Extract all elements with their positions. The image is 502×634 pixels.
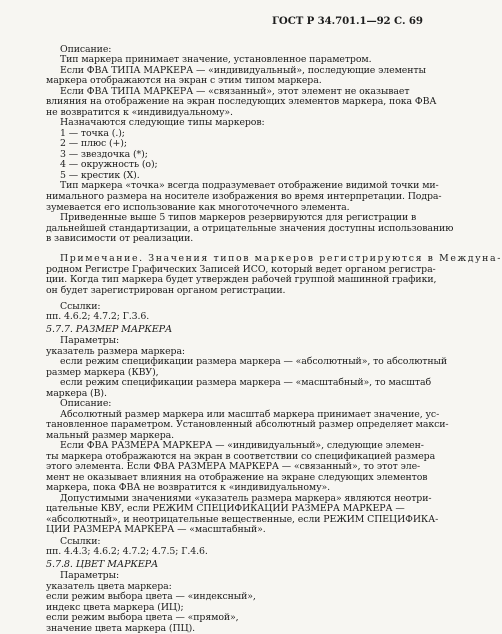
text-line: не возвратится к «индивидуальному». xyxy=(46,107,233,118)
text-line: цательные КВУ, если РЕЖИМ СПЕЦИФИКАЦИИ РАЗМЕРА МАРКЕРА — xyxy=(46,503,405,514)
page-header: ГОСТ Р 34.701.1—92 С. 69 xyxy=(272,15,423,27)
text-line: Тип маркера принимает значение, установленное параметром. xyxy=(60,54,372,65)
text-line: Если ФВА ТИПА МАРКЕРА — «связанный», этот элемент не оказывает xyxy=(60,86,410,97)
text-line: маркера (В). xyxy=(46,388,107,399)
text-line: Тип маркера «точка» всегда подразумевает отображение видимой точки ми- xyxy=(60,180,439,191)
text-line: индекс цвета маркера (ИЦ); xyxy=(46,602,184,613)
text-line: Описание: xyxy=(60,44,112,55)
note-line: Примечание. Значения типов маркеров регистрируются в Междуна- xyxy=(60,253,502,264)
text-line: размер маркера (КВУ), xyxy=(46,367,159,378)
text-line: если режим выбора цвета — «индексный», xyxy=(46,591,256,602)
text-line: в зависимости от реализации. xyxy=(46,233,194,244)
text-line: Описание: xyxy=(60,398,112,409)
text-line: Допустимыми значениями «указатель размера маркера» являются неотри- xyxy=(60,493,432,504)
text-line: Абсолютный размер маркера или масштаб маркера принимает значение, ус- xyxy=(60,409,440,420)
section-heading: 5.7.8. ЦВЕТ МАРКЕРА xyxy=(46,559,159,570)
text-line: 5 — крестик (X). xyxy=(60,170,140,181)
text-line: Параметры: xyxy=(60,335,120,346)
text-line: Ссылки: xyxy=(60,301,101,312)
text-line: нимального размера на носителе изображения во время интерпретации. Подра- xyxy=(46,191,442,202)
text-line: 2 — плюс (+); xyxy=(60,138,127,149)
text-line: Назначаются следующие типы маркеров: xyxy=(60,117,265,128)
text-line: Параметры: xyxy=(60,570,120,581)
text-line: если режим выбора цвета — «прямой», xyxy=(46,612,239,623)
text-line: Приведенные выше 5 типов маркеров резервируются для регистрации в xyxy=(60,212,417,223)
text-line: Если ФВА РАЗМЕРА МАРКЕРА — «индивидуальный», следующие элемен- xyxy=(60,440,424,451)
text-line: ЦИИ РАЗМЕРА МАРКЕРА — «масштабный». xyxy=(46,524,266,535)
text-line: пп. 4.4.3; 4.6.2; 4.7.2; 4.7.5; Г.4.6. xyxy=(46,546,208,557)
text-line: пп. 4.6.2; 4.7.2; Г.3.6. xyxy=(46,311,150,322)
text-line: Если ФВА ТИПА МАРКЕРА — «индивидуальный», последующие элементы xyxy=(60,65,426,76)
text-line: 3 — звездочка (*); xyxy=(60,149,148,160)
text-line: тановленное параметром. Установленный абсолютный размер определяет макси- xyxy=(46,419,449,430)
text-line: 1 — точка (.); xyxy=(60,128,125,139)
text-line: маркера отображаются на экран с этим типом маркера. xyxy=(46,75,322,86)
text-line: ты маркера отображаются на экран в соответствии со спецификацией размера xyxy=(46,451,436,462)
text-line: дальнейшей стандартизации, а отрицательные значения доступны использованию xyxy=(46,223,454,234)
text-line: если режим спецификации размера маркера — «абсолютный», то абсолютный xyxy=(60,356,447,367)
text-line: зумевается его использование как многоточечного элемента. xyxy=(46,202,350,213)
text-line: мент не оказывает влияния на отображение на экране следующих элементов xyxy=(46,472,428,483)
section-heading: 5.7.7. РАЗМЕР МАРКЕРА xyxy=(46,324,173,335)
text-line: Ссылки: xyxy=(60,536,101,547)
text-line: 4 — окружность (о); xyxy=(60,159,158,170)
text-line: мальный размер маркера. xyxy=(46,430,174,441)
text-line: указатель размера маркера: xyxy=(46,346,185,357)
text-line: этого элемента. Если ФВА РАЗМЕРА МАРКЕРА — «связанный», то этот эле- xyxy=(46,461,421,472)
text-line: маркера, пока ФВА не возвратится к «индивидуальному». xyxy=(46,482,331,493)
text-line: указатель цвета маркера: xyxy=(46,581,172,592)
text-line: он будет зарегистрирован органом регистрации. xyxy=(46,285,286,296)
text-line: если режим спецификации размера маркера — «масштабный», то масштаб xyxy=(60,377,432,388)
text-line: «абсолютный», и неотрицательные вещественные, если РЕЖИМ СПЕЦИФИКА- xyxy=(46,514,439,525)
text-line: влияния на отображение на экран последующих элементов маркера, пока ФВА xyxy=(46,96,437,107)
text-line: ции. Когда тип маркера будет утвержден рабочей группой машинной графики, xyxy=(46,274,437,285)
text-line: значение цвета маркера (ПЦ). xyxy=(46,623,196,634)
text-line: родном Регистре Графических Записей ИСО, который ведет органом регистра- xyxy=(46,264,436,275)
